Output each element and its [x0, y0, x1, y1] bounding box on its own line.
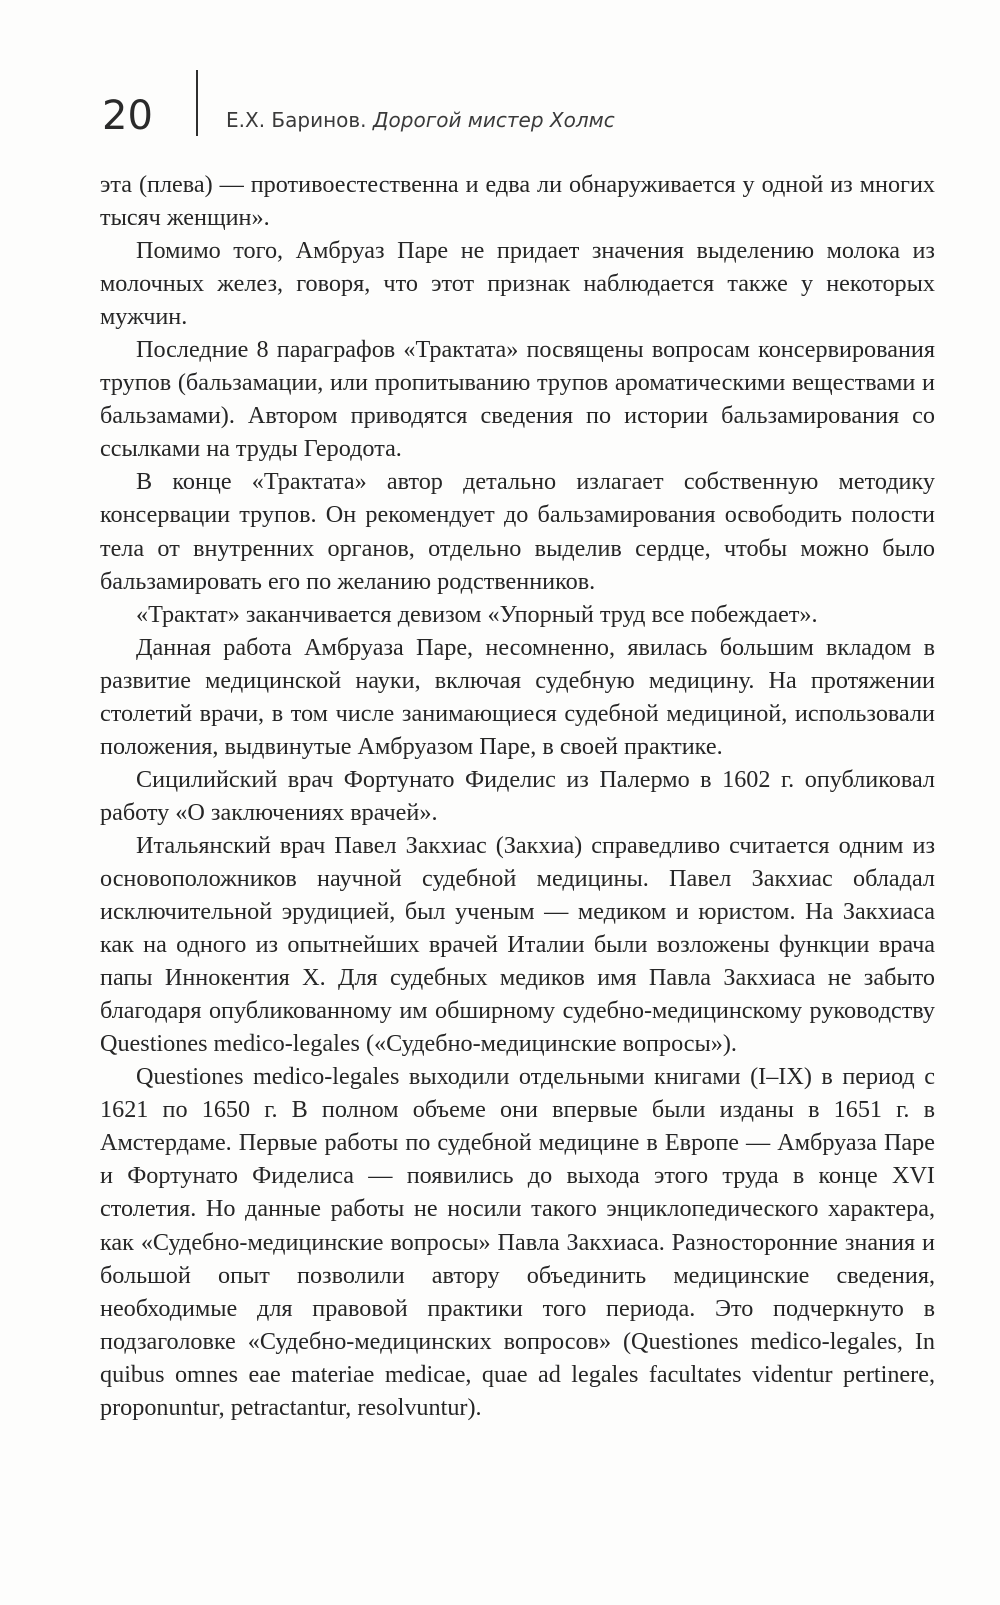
book-title: Дорогой мистер Холмс — [372, 108, 615, 132]
running-head — [100, 70, 940, 140]
paragraph: Последние 8 параграфов «Трактата» посвящены вопросам консервирования трупов (бальзамации, или пропитыванию трупов ароматическими веществами и бальзамами). Автором приводятся сведения по истории бальзамирования со ссылками на труды Геродота. — [100, 336, 935, 463]
paragraph: Данная работа Амбруаза Паре, несомненно, явилась большим вкладом в развитие медицинской науки, включая судебную медицину. На протяжении столетий врачи, в том числе занимающиеся судебной медициной, использовали положения, выдвинутые Амбруазом Паре, в своей практике. — [100, 633, 935, 760]
paragraph: Questiones medico-legales выходили отдельными книгами (I–IX) в период с 1621 по 1650 г. В полном объеме они впервые были изданы в 1651 г. в Амстердаме. Первые работы по судебной медицине в Европе — Амбруаза Паре и Фортунато Фиделиса — появились до выхода этого труда в конце XVI столетия. Но данные работы не носили такого энциклопедического характера, как «Судебно-медицинские вопросы» Павла Закхиаса. Разносторонние знания и большой опыт позволили автору объединить медицинские сведения, необходимые для правовой практики того периода. Это подчеркнуто в подзаголовке «Судебно-медицинских вопросов» (Questiones medico-legales, In quibus omnes eae materiae medicae, quae ad legales facultates videntur pertinere, proponuntur, petractantur, resolvuntur). — [100, 1063, 935, 1421]
page-number: 20 — [102, 93, 153, 139]
paragraph: Сицилийский врач Фортунато Фиделис из Палермо в 1602 г. опубликовал работу «О заключениях врачей». — [100, 765, 935, 826]
paragraph: «Трактат» заканчивается девизом «Упорный труд все побеждает». — [136, 600, 818, 628]
paragraph: эта (плева) — противоестественна и едва ли обнаруживается у одной из многих тысяч женщин». — [100, 171, 935, 232]
header-divider — [196, 70, 198, 136]
paragraph: Итальянский врач Павел Закхиас (Закхиа) справедливо считается одним из основоположников научной судебной медицины. Павел Закхиас обладал исключительной эрудицией, был ученым — медиком и юристом. На Закхиаса как на одного из опытнейших врачей Италии были возложены функции врача папы Иннокентия X. Для судебных медиков имя Павла Закхиаса не забыто благодаря опубликованному им обширному судебно-медицинскому руководству Questiones medico-legales («Судебно-медицинские вопросы»). — [100, 831, 935, 1058]
paragraph: В конце «Трактата» автор детально излагает собственную методику консервации трупов. Он рекомендует до бальзамирования освободить полости тела от внутренних органов, отдельно выделив сердце, чтобы можно было бальзамировать его по желанию родственников. — [100, 468, 935, 595]
running-title — [226, 107, 615, 133]
main-text — [100, 168, 935, 1424]
paragraph: Помимо того, Амбруаз Паре не придает значения выделению молока из молочных желез, говоря, что этот признак наблюдается также у некоторых мужчин. — [100, 237, 935, 331]
author-name: Е.Х. Баринов. — [226, 108, 373, 132]
